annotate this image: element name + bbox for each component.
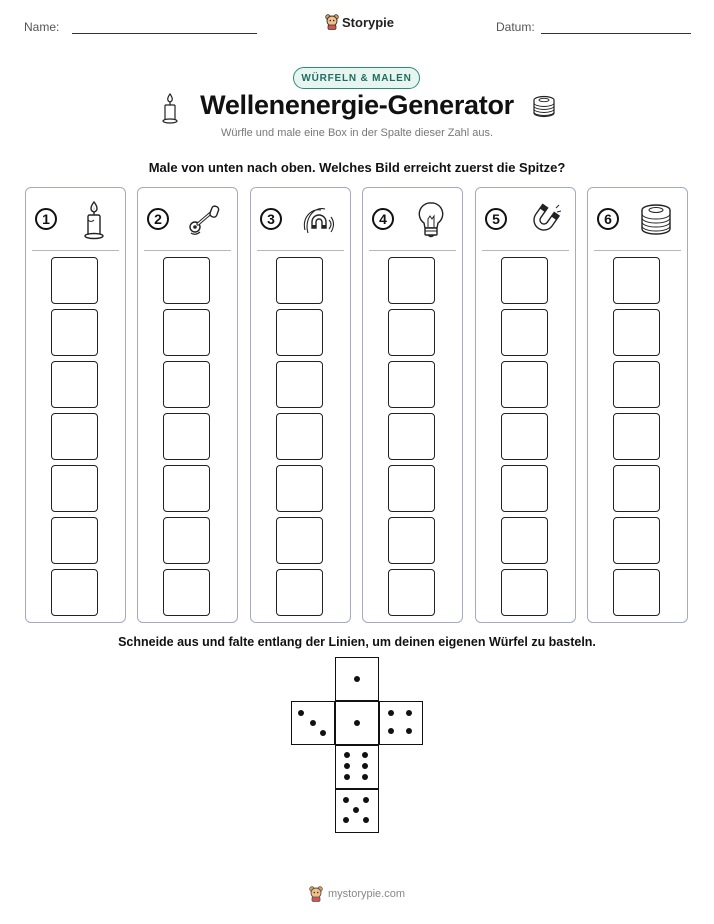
- page-title: Wellenenergie-Generator: [200, 90, 514, 120]
- dice-pip: [320, 730, 326, 736]
- name-label: Name:: [24, 20, 60, 34]
- bear-logo-icon: [325, 14, 339, 30]
- subtitle: Würfle und male eine Box in der Spalte dieser Zahl aus.: [220, 127, 494, 139]
- magnet-icon: [526, 200, 562, 240]
- coil-icon: [638, 200, 674, 240]
- color-box[interactable]: [501, 413, 548, 460]
- brand-logo: [325, 14, 394, 30]
- magnet-coil-icon: [301, 200, 337, 240]
- color-box[interactable]: [388, 465, 435, 512]
- dice-pip: [298, 710, 304, 716]
- column-number: 1: [35, 208, 57, 230]
- column-divider: [482, 250, 569, 251]
- color-box[interactable]: [501, 569, 548, 616]
- color-box[interactable]: [388, 569, 435, 616]
- dice-face-top: [335, 657, 379, 701]
- dice-pip: [354, 720, 360, 726]
- hand-crank-icon: [188, 200, 224, 240]
- dice-pip: [354, 676, 360, 682]
- color-box[interactable]: [613, 569, 660, 616]
- color-box[interactable]: [276, 517, 323, 564]
- dice-pip: [362, 763, 368, 769]
- dice-pip: [344, 774, 350, 780]
- dice-column-6: [587, 187, 688, 623]
- column-divider: [257, 250, 344, 251]
- dice-pip: [406, 728, 412, 734]
- column-number: 2: [147, 208, 169, 230]
- footer-url[interactable]: mystorypie.com: [327, 888, 406, 900]
- dice-column-2: [137, 187, 238, 623]
- light-bulb-icon: [413, 200, 449, 240]
- color-box[interactable]: [388, 257, 435, 304]
- color-box[interactable]: [51, 413, 98, 460]
- color-box[interactable]: [163, 569, 210, 616]
- dice-column-3: [250, 187, 351, 623]
- column-divider: [32, 250, 119, 251]
- color-box[interactable]: [51, 465, 98, 512]
- color-box[interactable]: [51, 517, 98, 564]
- column-number: 3: [260, 208, 282, 230]
- dice-face-left: [291, 701, 335, 745]
- instruction-text: Male von unten nach oben. Welches Bild erreicht zuerst die Spitze?: [148, 160, 566, 175]
- color-box[interactable]: [163, 361, 210, 408]
- color-box[interactable]: [388, 309, 435, 356]
- dice-pip: [362, 752, 368, 758]
- dice-face-right: [379, 701, 423, 745]
- dice-pip: [362, 774, 368, 780]
- color-box[interactable]: [388, 361, 435, 408]
- color-box[interactable]: [51, 361, 98, 408]
- dice-pip: [388, 710, 394, 716]
- column-number: 4: [372, 208, 394, 230]
- color-box[interactable]: [51, 309, 98, 356]
- color-box[interactable]: [276, 569, 323, 616]
- color-box[interactable]: [163, 465, 210, 512]
- column-divider: [144, 250, 231, 251]
- footer: [0, 886, 714, 902]
- dice-pip: [344, 752, 350, 758]
- color-box[interactable]: [276, 309, 323, 356]
- dice-pip: [310, 720, 316, 726]
- color-box[interactable]: [276, 361, 323, 408]
- dice-pip: [353, 807, 359, 813]
- color-box[interactable]: [388, 517, 435, 564]
- color-box[interactable]: [276, 465, 323, 512]
- column-divider: [369, 250, 456, 251]
- color-box[interactable]: [163, 257, 210, 304]
- color-box[interactable]: [276, 413, 323, 460]
- color-box[interactable]: [613, 413, 660, 460]
- color-box[interactable]: [613, 257, 660, 304]
- dice-column-5: [475, 187, 576, 623]
- color-box[interactable]: [613, 517, 660, 564]
- dice-pip: [344, 763, 350, 769]
- category-badge: WÜRFELN & MALEN: [293, 67, 420, 89]
- dice-face-bottom: [335, 789, 379, 833]
- bear-logo-icon: [309, 886, 323, 902]
- dice-pip: [388, 728, 394, 734]
- cut-instruction: Schneide aus und falte entlang der Linien, um deinen eigenen Würfel zu basteln.: [118, 635, 596, 649]
- dice-face-center: [335, 701, 379, 745]
- color-box[interactable]: [501, 465, 548, 512]
- color-box[interactable]: [613, 309, 660, 356]
- column-number: 6: [597, 208, 619, 230]
- dice-pip: [363, 797, 369, 803]
- color-box[interactable]: [163, 309, 210, 356]
- dice-pip: [343, 817, 349, 823]
- dice-column-4: [362, 187, 463, 623]
- dice-column-1: [25, 187, 126, 623]
- date-line[interactable]: [541, 33, 691, 34]
- color-box[interactable]: [51, 569, 98, 616]
- dice-pip: [363, 817, 369, 823]
- color-box[interactable]: [501, 257, 548, 304]
- dice-pip: [343, 797, 349, 803]
- coil-icon: [531, 94, 557, 120]
- brand-name: Storypie: [342, 14, 395, 30]
- color-box[interactable]: [613, 361, 660, 408]
- column-number: 5: [485, 208, 507, 230]
- color-box[interactable]: [276, 257, 323, 304]
- color-box[interactable]: [613, 465, 660, 512]
- color-box[interactable]: [51, 257, 98, 304]
- color-box[interactable]: [501, 309, 548, 356]
- dice-face-below: [335, 745, 379, 789]
- color-box[interactable]: [501, 361, 548, 408]
- dice-pip: [406, 710, 412, 716]
- candle-icon: [76, 200, 112, 240]
- color-box[interactable]: [388, 413, 435, 460]
- column-divider: [594, 250, 681, 251]
- color-box[interactable]: [163, 517, 210, 564]
- color-box[interactable]: [501, 517, 548, 564]
- date-label: Datum:: [496, 20, 535, 34]
- name-line[interactable]: [72, 33, 257, 34]
- color-box[interactable]: [163, 413, 210, 460]
